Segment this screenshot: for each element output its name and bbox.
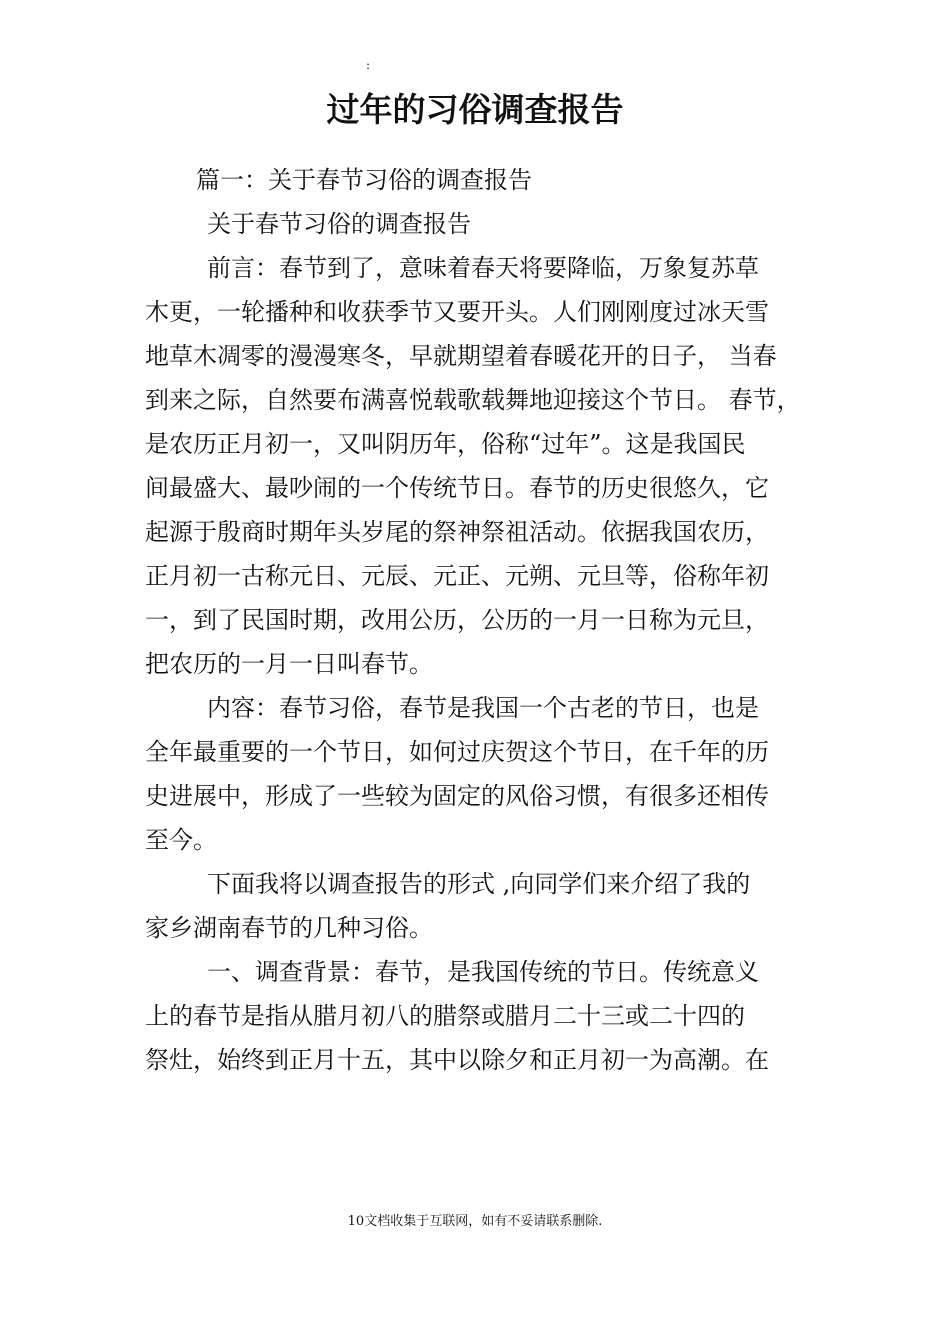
- body-line: 地草木凋零的漫漫寒冬，早就期望着春暖花开的日子， 当春: [145, 342, 777, 370]
- body-line: 下面我将以调查报告的形式 ,向同学们来介绍了我的: [207, 870, 751, 898]
- body-line: 内容：春节习俗，春节是我国一个古老的节日，也是: [207, 694, 759, 722]
- body-line: 正月初一古称元日、元辰、元正、元朔、元旦等，俗称年初: [145, 562, 769, 590]
- body-line: 祭灶，始终到正月十五，其中以除夕和正月初一为高潮。在: [145, 1046, 769, 1074]
- body-line: 起源于殷商时期年头岁尾的祭神祭祖活动。依据我国农历，: [145, 518, 769, 546]
- body-line: 是农历正月初一，又叫阴历年，俗称“过年”。这是我国民: [145, 430, 746, 458]
- body-line: 一，到了民国时期，改用公历，公历的一月一日称为元旦，: [145, 606, 769, 634]
- body-line: 木更，一轮播种和收获季节又要开头。人们刚刚度过冰天雪: [145, 298, 769, 326]
- header-mark: :: [366, 58, 371, 72]
- body-line: 间最盛大、最吵闹的一个传统节日。春节的历史很悠久，它: [145, 474, 769, 502]
- body-line: 把农历的一月一日叫春节。: [145, 650, 433, 678]
- body-line: 上的春节是指从腊月初八的腊祭或腊月二十三或二十四的: [145, 1002, 745, 1030]
- body-line: 到来之际，自然要布满喜悦载歌载舞地迎接这个节日。 春节，: [145, 386, 801, 414]
- section-heading: 篇一：关于春节习俗的调查报告: [196, 166, 532, 194]
- page-footer: 10文档收集于互联网，如有不妥请联系删除.: [347, 1214, 603, 1229]
- body-line: 至今。: [145, 826, 217, 854]
- body-line: 全年最重要的一个节日，如何过庆贺这个节日，在千年的历: [145, 738, 769, 766]
- sub-heading: 关于春节习俗的调查报告: [207, 210, 471, 238]
- body-line: 前言：春节到了，意味着春天将要降临，万象复苏草: [207, 254, 759, 282]
- body-line: 家乡湖南春节的几种习俗。: [145, 914, 433, 942]
- body-line: 一、调查背景：春节，是我国传统的节日。传统意义: [207, 958, 759, 986]
- body-line: 史进展中，形成了一些较为固定的风俗习惯，有很多还相传: [145, 782, 769, 810]
- page-title: 过年的习俗调查报告: [326, 90, 624, 129]
